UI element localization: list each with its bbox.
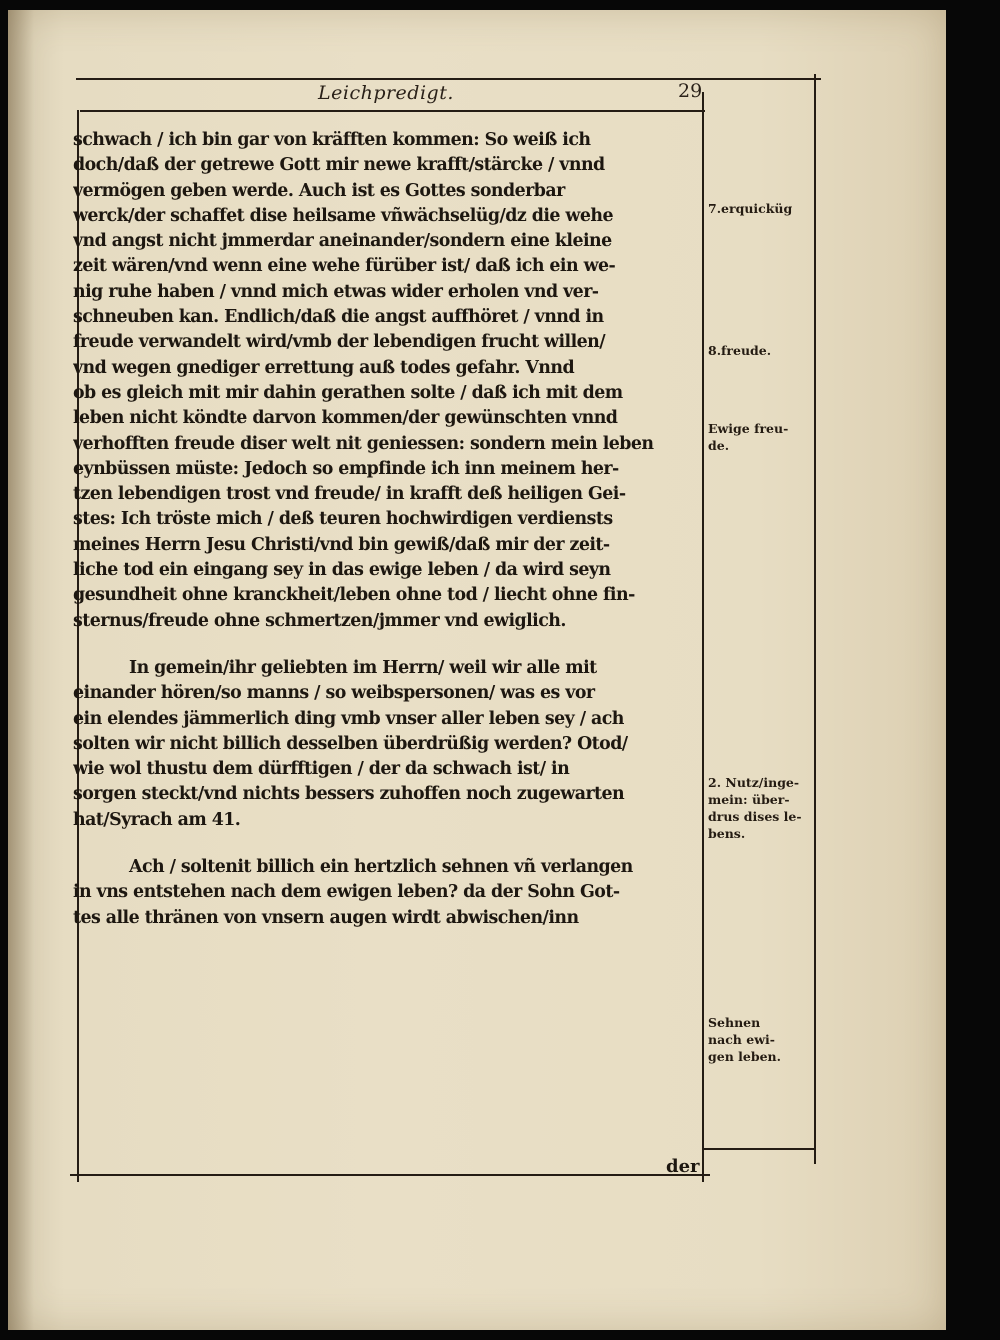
top-rule (76, 78, 821, 80)
running-title: Leichpredigt. (318, 82, 454, 104)
bottom-rule-inner (702, 1148, 816, 1150)
margin-note-line: nach ewi- (708, 1032, 775, 1047)
margin-note (708, 200, 820, 217)
text-line: In gemein/ihr geliebten im Herrn/ weil wir alle mit (129, 657, 597, 678)
column-divider (702, 92, 704, 1182)
text-line: nig ruhe haben / vnnd mich etwas wider erholen vnd ver- (73, 281, 599, 302)
text-line: zeit wären/vnd wenn eine wehe fürüber ist/ daß ich ein we- (73, 256, 616, 277)
text-line: vnd angst nicht jmmerdar aneinander/sondern eine kleine (73, 231, 612, 252)
margin-note (708, 342, 820, 359)
text-line: wie wol thustu dem dürfftigen / der da schwach ist/ in (73, 759, 570, 780)
header-rule (80, 110, 705, 112)
text-line: ob es gleich mit mir dahin gerathen solte / daß ich mit dem (73, 382, 623, 403)
bottom-rule (70, 1174, 710, 1176)
text-line: sternus/freude ohne schmertzen/jmmer vnd ewiglich. (73, 610, 566, 631)
paragraph-3 (73, 855, 701, 931)
paragraph-2 (73, 656, 701, 833)
page-number: 29 (678, 80, 703, 102)
text-line: hat/Syrach am 41. (73, 809, 241, 830)
main-text (73, 128, 701, 931)
margin-note-line: bens. (708, 826, 746, 841)
text-line: leben nicht köndte darvon kommen/der gewünschten vnnd (73, 408, 618, 429)
text-line: doch/daß der getrewe Gott mir newe krafft/stärcke / vnnd (73, 155, 605, 176)
text-line: gesundheit ohne kranckheit/leben ohne tod / liecht ohne fin- (73, 585, 635, 606)
text-line: vermögen geben werde. Auch ist es Gottes sonderbar (73, 180, 565, 201)
text-line: meines Herrn Jesu Christi/vnd bin gewiß/daß mir der zeit- (73, 534, 610, 555)
text-line: verhofften freude diser welt nit geniessen: sondern mein leben (73, 433, 654, 454)
margin-note (708, 420, 820, 454)
margin-note-line: gen leben. (708, 1049, 781, 1064)
text-line: werck/der schaffet dise heilsame vñwächselüg/dz die wehe (73, 205, 613, 226)
margin-note-line: 7.erquicküg (708, 201, 793, 216)
text-line: einander hören/so manns / so weibspersonen/ was es vor (73, 683, 595, 704)
text-line: stes: Ich tröste mich / deß teuren hochwirdigen verdiensts (73, 509, 613, 530)
text-line: tzen lebendigen trost vnd freude/ in krafft deß heiligen Gei- (73, 484, 626, 505)
text-line: in vns entstehen nach dem ewigen leben? da der Sohn Got- (73, 882, 620, 903)
margin-note (708, 774, 820, 842)
text-line: tes alle thränen von vnsern augen wirdt abwischen/inn (73, 907, 579, 928)
text-line: eynbüssen müste: Jedoch so empfinde ich inn meinem her- (73, 458, 619, 479)
text-line: solten wir nicht billich desselben überdrüßig werden? Otod/ (73, 733, 628, 754)
text-line: freude verwandelt wird/vmb der lebendigen frucht willen/ (73, 332, 606, 353)
paragraph-gap (73, 634, 701, 656)
text-line: ein elendes jämmerlich ding vmb vnser aller leben sey / ach (73, 708, 624, 729)
paragraph-gap (73, 833, 701, 855)
margin-note-line: 8.freude. (708, 343, 772, 358)
margin-note-line: Sehnen (708, 1015, 761, 1030)
margin-note-line: Ewige freu- (708, 421, 789, 436)
margin-note (708, 1014, 820, 1065)
margin-note-line: 2. Nutz/inge- (708, 775, 800, 790)
right-border (814, 74, 816, 1164)
book-page (8, 10, 946, 1330)
text-line: Ach / soltenit billich ein hertzlich sehnen vñ verlangen (129, 857, 633, 878)
text-line: schwach / ich bin gar von kräfften kommen: So weiß ich (73, 130, 591, 150)
paragraph-1 (73, 128, 701, 634)
text-line: vnd wegen gnediger errettung auß todes gefahr. Vnnd (73, 357, 575, 378)
margin-note-line: de. (708, 438, 730, 453)
margin-note-line: mein: über- (708, 792, 790, 807)
gutter-shadow (8, 10, 34, 1330)
margin-note-line: drus dises le- (708, 809, 802, 824)
text-line: liche tod ein eingang sey in das ewige leben / da wird seyn (73, 560, 611, 581)
text-line: sorgen steckt/vnd nichts bessers zuhoffen noch zugewarten (73, 784, 625, 805)
catchword: der (666, 1156, 700, 1177)
text-line: schneuben kan. Endlich/daß die angst auffhöret / vnnd in (73, 307, 604, 328)
